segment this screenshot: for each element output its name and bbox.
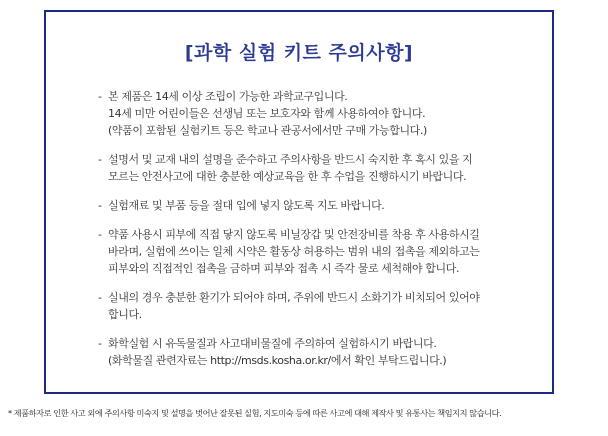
notice-line: 14세 미만 어린이들은 선생님 또는 보호자와 함께 사용하여야 합니다. [108,107,426,120]
notice-item-age [98,88,518,139]
notice-line: 실내의 경우 충분한 환기가 되어야 하며, 주위에 반드시 소화기가 비치되어 있어야 [108,291,480,304]
notice-line: 피부와의 직접적인 접촉을 금하며 피부와 접촉 시 즉각 물로 세척해야 합니다. [108,262,460,275]
notice-line: (약품이 포함된 실험키트 등은 학교나 관공서에서만 구매 가능합니다.) [108,124,427,137]
notice-line: 모르는 안전사고에 대한 충분한 예상교육을 한 후 수업을 진행하시기 바랍니다. [108,170,467,183]
notice-line: 실험재료 및 부품 등을 절대 입에 넣지 않도록 지도 바랍니다. [108,199,385,212]
notice-box [44,10,554,394]
disclaimer-footer: * 제품하자로 인한 사고 외에 주의사항 미숙지 및 설명을 벗어난 잘못된 실험, 지도미숙 등에 따른 사고에 대해 제작사 및 유통사는 책임지지 않습니다. [8,408,502,418]
bullet-dash: - [98,337,102,350]
bullet-dash: - [98,199,102,212]
bullet-dash: - [98,228,102,241]
notice-line: (화학물질 관련자료는 http://msds.kosha.or.kr/에서 확인 부탁드립니다.) [108,354,447,367]
notice-item-manual [98,151,518,185]
notice-item-chemicals [98,226,518,277]
notice-item-ventilation [98,289,518,323]
notice-line: 본 제품은 14세 이상 조립이 가능한 과학교구입니다. [108,90,348,103]
notice-item-mouth [98,197,518,214]
notice-line: 약품 사용시 피부에 직접 닿지 않도록 비닐장갑 및 안전장비를 착용 후 사용하시길 [108,228,480,241]
notice-title: [과학 실험 키트 주의사항] [184,42,414,64]
bullet-dash: - [98,90,102,103]
notice-line: 합니다. [108,308,142,321]
notice-line: 바라며, 실험에 쓰이는 일체 시약은 활동상 허용하는 범위 내의 접촉을 제외하고는 [108,245,480,258]
bullet-dash: - [98,153,102,166]
notice-list [98,88,518,381]
bullet-dash: - [98,291,102,304]
notice-line: 설명서 및 교재 내의 설명을 준수하고 주의사항을 반드시 숙지한 후 혹시 있을 지 [108,153,473,166]
notice-line: 화학실험 시 유독물질과 사고대비물질에 주의하여 실험하시기 바랍니다. [108,337,437,350]
notice-item-toxic [98,335,518,369]
